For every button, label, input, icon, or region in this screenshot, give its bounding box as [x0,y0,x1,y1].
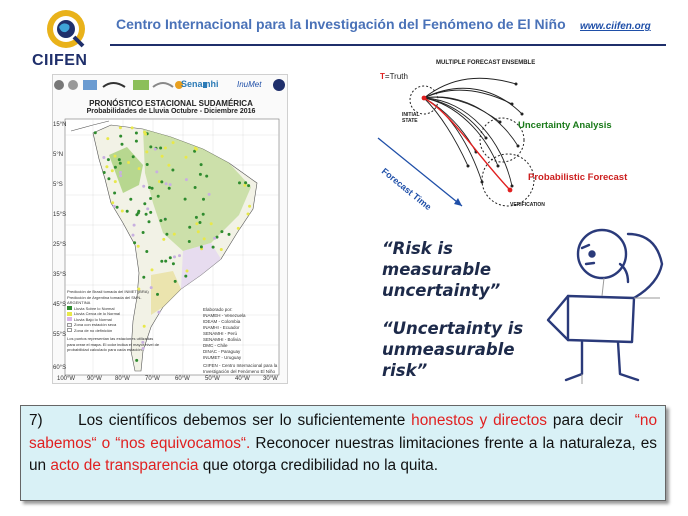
station-dot [168,187,171,190]
forecast-ensemble-diagram [372,54,668,214]
station-dot [171,169,174,172]
legend-item: Zona con estación seca [67,322,161,328]
legend-title: Predicción de Brasil tomada del INMET (BRA) [67,289,149,294]
statement-box [20,405,666,501]
credit-item: SENAMHI - Perú [203,331,238,336]
station-dot [173,233,176,236]
station-dot [142,231,145,234]
credit-item: DINAC - Paraguay [203,349,241,354]
station-dot [127,161,130,164]
station-dot [203,237,206,240]
station-dot [185,178,188,181]
lat-label: 25°S [53,242,67,248]
credit-item: IDEAM - Colombia [203,319,241,324]
quote-line: “Uncertainty is [382,319,524,338]
station-dot [142,276,145,279]
station-dot [188,226,191,229]
station-dot [119,126,122,129]
station-dot [142,185,145,188]
station-dot [145,150,148,153]
statement-text: que otorga credibilidad no la quita. [198,457,438,474]
legend-swatch [67,312,72,316]
station-dot [238,181,241,184]
station-dot [145,213,148,216]
station-dot [137,212,140,215]
station-dot [162,238,165,241]
lon-label: 60°W [175,376,190,382]
map-title: PRONÓSTICO ESTACIONAL SUDAMÉRICA [89,99,253,108]
verification-label: VERIFICATION [510,202,545,208]
station-dot [113,192,116,195]
station-dot [188,240,191,243]
station-dot [148,186,151,189]
station-dot [146,163,149,166]
station-dot [199,221,202,224]
station-dot [149,197,152,200]
station-dot [148,220,151,223]
legend-swatch [67,317,72,321]
station-dot [202,213,205,216]
org-name: CIIFEN [32,52,88,69]
risk-quote [382,238,500,301]
station-dot [126,210,129,213]
legend-item: Lluvia Cerca de lo Normal [67,311,161,317]
statement-text: Reconocer nuestras limitaciones frente a la naturaleza, es un [29,434,657,474]
station-dot [167,164,170,167]
station-dot [200,163,203,166]
statement-text: para decir [547,412,629,429]
station-dot [157,195,160,198]
station-dot [172,262,175,265]
quote-line: measurable [382,260,492,279]
legend-item: Lluvia Sobre lo Normal [67,306,161,312]
legend-item: Zona de no definición [67,328,161,334]
station-dot [195,216,198,219]
station-dot [220,248,223,251]
lon-label: 70°W [145,376,160,382]
quote-line: unmeasurable [382,340,515,359]
truth-legend: T=Truth [380,72,408,81]
station-dot [184,198,187,201]
credits-title: Elaborado por: [203,307,233,312]
truth-start-dot [422,96,427,101]
station-dot [129,198,132,201]
station-dot [169,183,172,186]
lon-label: 30°W [263,376,278,382]
legend-note: Los puntos representan las estaciones utilizadas para crear el mapa. El color indica el mayor nivel de probabilidad calculado para cada estación. [67,336,160,352]
legend-title: Predicción de Argentina tomada del SMN-ARGENTINA [67,294,142,305]
station-dot [114,180,117,183]
station-dot [194,186,197,189]
station-dot [121,210,124,213]
station-dot [133,241,136,244]
lon-label: 90°W [87,376,102,382]
station-dot [138,167,141,170]
truth-letter: T [380,72,385,81]
credit-item: INUMET - Uruguay [203,355,242,360]
station-dot [131,126,134,129]
station-dot [119,171,122,174]
credit-item: INAMEH - Venezuela [203,313,246,318]
map-legend [67,289,161,353]
lon-label: 50°W [205,376,220,382]
station-dot [119,135,122,138]
inumet-logo-text: InuMet [237,80,262,89]
station-dot [197,230,200,233]
probabilistic-label: Probabilistic Forecast [528,172,628,183]
lat-label: 55°S [53,332,67,338]
map-subtitle: Probabilidades de Lluvia Octubre - Diciembre 2016 [86,108,256,115]
legend-swatch [67,323,72,327]
initial-state-label: INITIAL STATE [402,112,420,124]
lon-label: 100°W [57,376,76,382]
station-dot [247,184,250,187]
station-dot [159,147,162,150]
credit-item: DMC - Chile [203,343,228,348]
highlight-honest: honestos y directos [411,412,547,429]
station-dot [164,218,167,221]
legend-swatch [67,328,72,332]
station-dot [195,222,198,225]
quote-line: uncertainty” [382,281,501,300]
station-dot [114,166,117,169]
station-dot [205,175,208,178]
station-dot [154,148,157,151]
thinking-stick-figure [538,224,668,388]
legend-item: Lluvia Bajo lo Normal [67,317,161,323]
station-dot [151,268,154,271]
lon-label: 40°W [235,376,250,382]
senamhi-logo-text: Senamhi [181,79,219,89]
page-title: Centro Internacional para la Investigación del Fenómeno de El Niño [116,16,566,32]
station-dot [145,250,148,253]
highlight-transparency: acto de transparencia [50,457,199,474]
station-dot [159,219,162,222]
station-dot [169,256,172,259]
station-dot [178,254,181,257]
station-dot [220,230,223,233]
credit-item: INAMHI - Ecuador [203,325,240,330]
lat-label: 15°S [53,212,67,218]
station-dot [144,133,147,136]
station-dot [149,211,152,214]
station-dot [111,169,114,172]
station-dot [106,137,109,140]
quote-line: risk” [382,361,428,380]
station-dot [116,206,119,209]
station-dot [132,155,135,158]
station-dot [137,245,140,248]
station-dot [184,275,187,278]
station-dot [121,143,124,146]
globe-logo-icon [28,5,104,55]
station-dot [247,213,250,216]
seasonal-forecast-map [52,74,288,384]
station-dot [164,260,167,263]
station-dot [208,193,211,196]
station-dot [118,158,121,161]
lat-label: 5°S [53,182,63,188]
uncertainty-quote [382,318,523,381]
station-dot [237,227,240,230]
station-dot [133,224,136,227]
station-dot [164,147,167,150]
station-dot [202,198,205,201]
station-dot [103,171,106,174]
station-dot [102,156,105,159]
station-dot [135,132,138,135]
station-dot [172,141,175,144]
station-dot [94,131,97,134]
uncertainty-label: Uncertainty Analysis [518,120,612,131]
station-dot [161,155,164,158]
station-dot [143,202,146,205]
map-footer: CIIFEN - Centro Internacional para la Investigación del Fenómeno El Niño [203,363,278,374]
station-dot [146,207,149,210]
statement-text: Los científicos debemos ser lo suficientemente [78,412,412,429]
station-dot [173,255,176,258]
station-dot [248,205,251,208]
station-dot [165,182,168,185]
station-dot [213,237,216,240]
station-dot [111,201,114,204]
forecast-time-label: Forecast Time [379,166,434,213]
website-link[interactable]: www.ciifen.org [580,21,651,32]
station-dot [107,158,110,161]
lat-label: 15°N [53,122,67,128]
station-dot [199,173,202,176]
station-dot [132,234,135,237]
station-dot [185,156,188,159]
highlight-quote: “no sabemos“ o “nos equivocamos“. [29,412,658,452]
station-dot [200,245,203,248]
station-dot [151,187,154,190]
header-divider [110,44,666,46]
station-dot [113,205,116,208]
credit-item: SENAMHI - Bolivia [203,337,241,342]
ensemble-title: MULTIPLE FORECAST ENSEMBLE [436,60,536,66]
station-dot [119,174,122,177]
station-dot [186,270,189,273]
station-dot [210,222,213,225]
station-dot [228,233,231,236]
legend-swatch [67,306,72,310]
lat-label: 5°N [53,152,64,158]
lat-label: 35°S [53,272,67,278]
station-dot [160,260,163,263]
station-dot [135,359,138,362]
station-dot [114,155,117,158]
station-dot [212,246,215,249]
station-dot [160,180,163,183]
station-dot [155,170,158,173]
station-dot [165,233,168,236]
station-dot [105,165,108,168]
station-dot [149,145,152,148]
station-dot [119,162,122,165]
station-dot [107,177,110,180]
station-dot [174,280,177,283]
lat-label: 60°S [53,365,67,371]
statement-number: 7) [29,412,43,429]
quote-line: “Risk is [382,239,454,258]
lon-label: 80°W [115,376,130,382]
truth-end-dot [508,188,513,193]
map-credits [203,307,246,361]
station-dot [195,148,198,151]
station-dot [244,181,247,184]
lat-label: 45°S [53,302,67,308]
station-dot [135,140,138,143]
